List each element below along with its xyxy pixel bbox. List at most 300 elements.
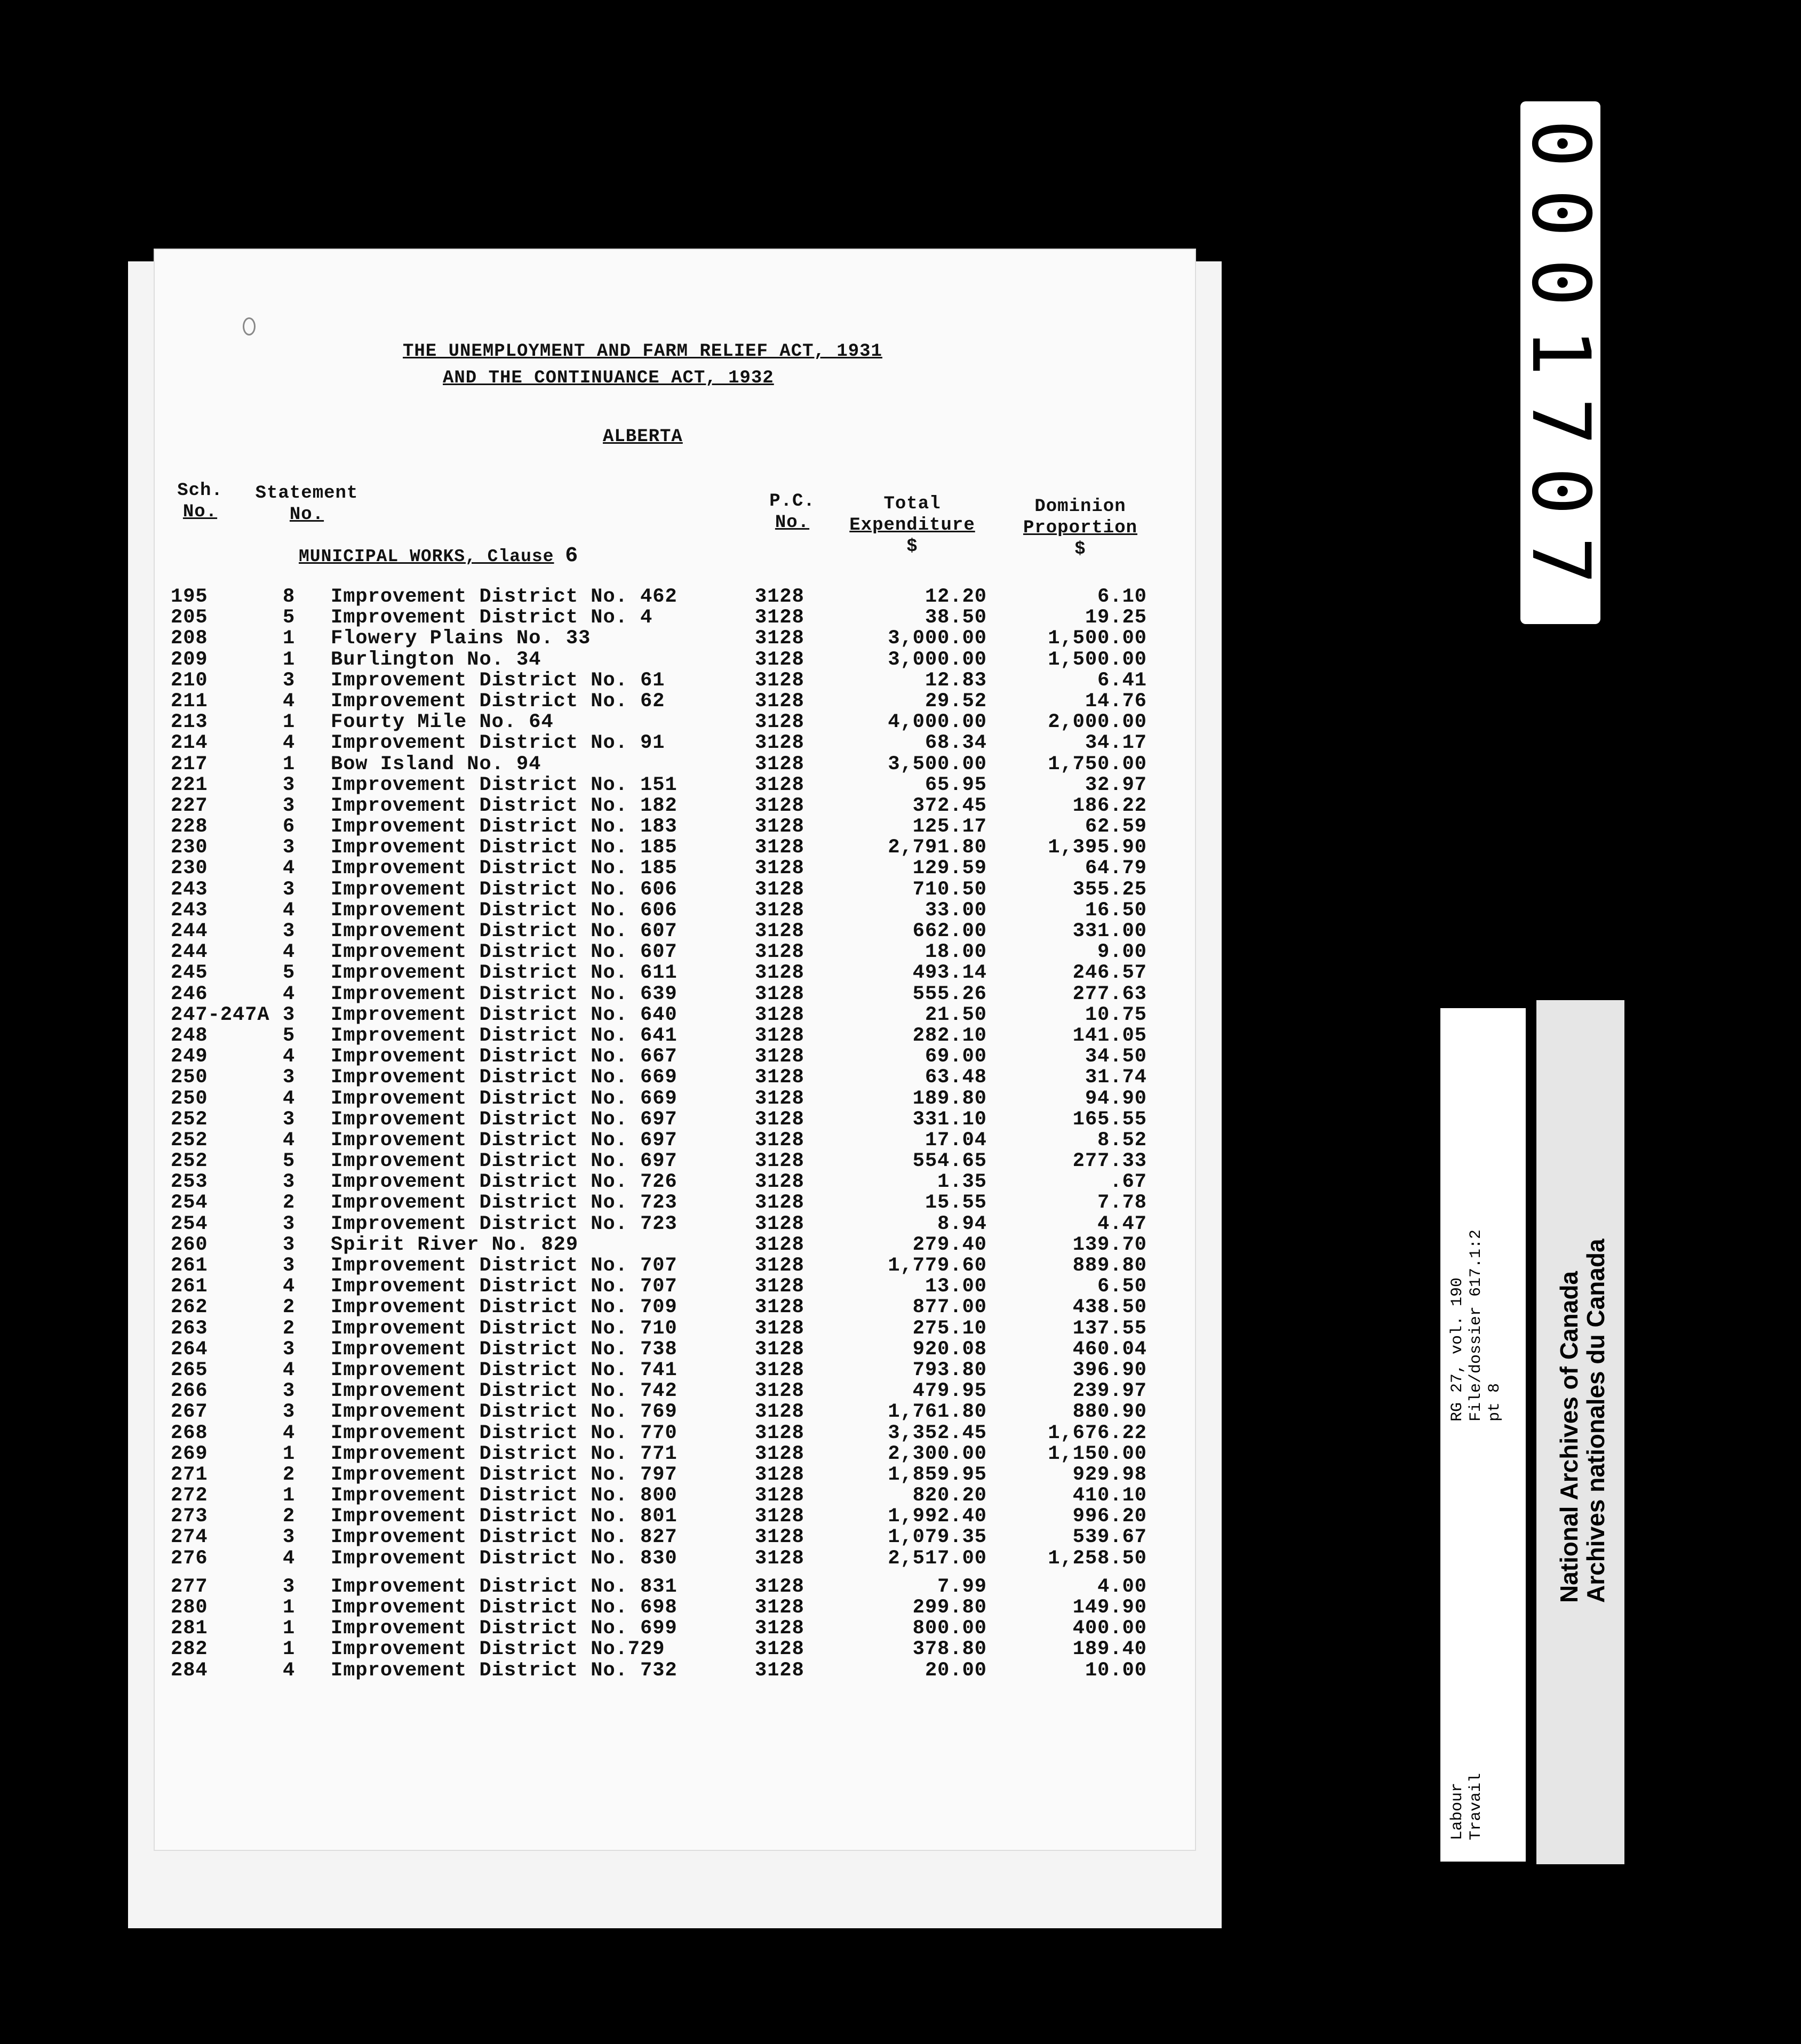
dominion-proportion: 1,258.50 — [1048, 1547, 1147, 1570]
total-expenditure: 1,992.40 — [888, 1505, 987, 1528]
district-name: Improvement District No. 723 — [331, 1212, 678, 1235]
sch-no: 264 — [171, 1338, 208, 1361]
total-expenditure: 189.80 — [912, 1087, 987, 1110]
table-row — [171, 1297, 1174, 1318]
pc-no: 3128 — [755, 1380, 804, 1403]
total-expenditure: 125.17 — [912, 816, 987, 839]
sch-no: 281 — [171, 1617, 208, 1640]
sch-no: 274 — [171, 1526, 208, 1549]
total-expenditure: 18.00 — [925, 941, 987, 964]
statement-no: 1 — [283, 627, 296, 650]
table-row — [171, 880, 1174, 900]
sch-no: 217 — [171, 753, 208, 776]
sch-no: 246 — [171, 983, 208, 1005]
table-row — [171, 1660, 1174, 1681]
statement-no: 5 — [283, 962, 296, 985]
statement-no: 4 — [283, 1659, 296, 1682]
sch-no: 267 — [171, 1401, 208, 1424]
pc-no: 3128 — [755, 1442, 804, 1465]
table-row — [171, 1381, 1174, 1402]
header-pc-no: P.C. No. — [769, 491, 815, 533]
table-row — [171, 1047, 1174, 1067]
total-expenditure: 68.34 — [925, 732, 987, 755]
total-expenditure: 372.45 — [912, 794, 987, 817]
pc-no: 3128 — [755, 920, 804, 943]
statement-no: 1 — [283, 1638, 296, 1661]
statement-no: 3 — [283, 1575, 296, 1598]
pc-no: 3128 — [755, 941, 804, 964]
table-row — [171, 1444, 1174, 1465]
total-expenditure: 378.80 — [912, 1638, 987, 1661]
dominion-proportion: 889.80 — [1072, 1255, 1147, 1277]
district-name: Improvement District No. 831 — [331, 1575, 678, 1598]
statement-no: 3 — [283, 773, 296, 796]
district-name: Improvement District No. 710 — [331, 1317, 678, 1340]
total-expenditure: 4,000.00 — [888, 711, 987, 734]
table-row — [171, 1465, 1174, 1486]
total-expenditure: 299.80 — [912, 1596, 987, 1619]
statement-no: 3 — [283, 1255, 296, 1277]
statement-no: 1 — [283, 1484, 296, 1507]
sch-no: 208 — [171, 627, 208, 650]
pc-no: 3128 — [755, 1463, 804, 1486]
sch-no: 250 — [171, 1087, 208, 1110]
total-expenditure: 69.00 — [925, 1045, 987, 1068]
sch-no: 253 — [171, 1171, 208, 1194]
pc-no: 3128 — [755, 753, 804, 776]
dominion-proportion: 929.98 — [1072, 1463, 1147, 1486]
sch-no: 210 — [171, 669, 208, 692]
statement-no: 3 — [283, 920, 296, 943]
pc-no: 3128 — [755, 1317, 804, 1340]
pc-no: 3128 — [755, 669, 804, 692]
dominion-proportion: 2,000.00 — [1048, 711, 1147, 734]
dominion-proportion: 396.90 — [1072, 1359, 1147, 1382]
pc-no: 3128 — [755, 690, 804, 713]
pc-no: 3128 — [755, 606, 804, 629]
table-row — [171, 837, 1174, 858]
pc-no: 3128 — [755, 627, 804, 650]
table-row — [171, 733, 1174, 754]
table-row — [171, 1172, 1174, 1193]
table-row — [171, 1319, 1174, 1339]
dominion-proportion: 1,500.00 — [1048, 627, 1147, 650]
table-row — [171, 1548, 1174, 1569]
table-row — [171, 650, 1174, 670]
sch-no: 243 — [171, 899, 208, 922]
pc-no: 3128 — [755, 1547, 804, 1570]
statement-no: 4 — [283, 983, 296, 1005]
district-name: Improvement District No. 770 — [331, 1422, 678, 1444]
statement-no: 2 — [283, 1192, 296, 1215]
total-expenditure: 1,079.35 — [888, 1526, 987, 1549]
dominion-proportion: 186.22 — [1072, 794, 1147, 817]
district-name: Fourty Mile No. 64 — [331, 711, 554, 734]
sch-no: 245 — [171, 962, 208, 985]
statement-no: 6 — [283, 816, 296, 839]
table-row — [171, 1618, 1174, 1639]
dominion-proportion: 19.25 — [1085, 606, 1147, 629]
province-heading: ALBERTA — [603, 427, 683, 447]
dominion-proportion: 331.00 — [1072, 920, 1147, 943]
dominion-proportion: 10.00 — [1085, 1659, 1147, 1682]
ref-line-2: File/dossier 617.1:2 — [1467, 1229, 1485, 1422]
dominion-proportion: 6.10 — [1097, 586, 1147, 608]
pc-no: 3128 — [755, 794, 804, 817]
district-name: Improvement District No. 723 — [331, 1192, 678, 1215]
dominion-proportion: 137.55 — [1072, 1317, 1147, 1340]
table-row — [171, 963, 1174, 984]
dominion-proportion: 14.76 — [1085, 690, 1147, 713]
statement-no: 3 — [283, 1108, 296, 1131]
punch-hole — [243, 317, 256, 336]
statement-no: 2 — [283, 1296, 296, 1319]
district-name: Improvement District No. 61 — [331, 669, 665, 692]
table-row — [171, 796, 1174, 817]
dominion-proportion: 6.50 — [1097, 1275, 1147, 1298]
statement-no: 4 — [283, 732, 296, 755]
statement-no: 5 — [283, 1150, 296, 1173]
table-row — [171, 1486, 1174, 1506]
district-name: Improvement District No. 697 — [331, 1108, 678, 1131]
dominion-proportion: 4.00 — [1097, 1575, 1147, 1598]
pc-no: 3128 — [755, 1359, 804, 1382]
sch-no: 282 — [171, 1638, 208, 1661]
total-expenditure: 13.00 — [925, 1275, 987, 1298]
table-row — [171, 1577, 1174, 1598]
dominion-proportion: 149.90 — [1072, 1596, 1147, 1619]
total-expenditure: 554.65 — [912, 1150, 987, 1173]
district-name: Improvement District No. 827 — [331, 1526, 678, 1549]
document-title-line1: THE UNEMPLOYMENT AND FARM RELIEF ACT, 1931 — [403, 341, 882, 362]
district-name: Improvement District No. 697 — [331, 1129, 678, 1152]
dominion-proportion: 94.90 — [1085, 1087, 1147, 1110]
district-name: Improvement District No. 185 — [331, 857, 678, 880]
statement-no: 3 — [283, 1401, 296, 1424]
archives-name-en: National Archives of Canada — [1555, 1271, 1583, 1603]
statement-no: 3 — [283, 836, 296, 859]
table-row — [171, 942, 1174, 963]
district-name: Improvement District No. 797 — [331, 1463, 678, 1486]
sch-no: 254 — [171, 1212, 208, 1235]
statement-no: 3 — [283, 1380, 296, 1403]
district-name: Improvement District No. 726 — [331, 1171, 678, 1194]
table-row — [171, 1256, 1174, 1276]
total-expenditure: 17.04 — [925, 1129, 987, 1152]
dominion-proportion: 64.79 — [1085, 857, 1147, 880]
sch-no: 271 — [171, 1463, 208, 1486]
table-row — [171, 1339, 1174, 1360]
dominion-proportion: 1,750.00 — [1048, 753, 1147, 776]
dept-line-1: Labour — [1448, 1782, 1467, 1840]
dominion-proportion: 400.00 — [1072, 1617, 1147, 1640]
pc-no: 3128 — [755, 773, 804, 796]
total-expenditure: 2,791.80 — [888, 836, 987, 859]
pc-no: 3128 — [755, 899, 804, 922]
pc-no: 3128 — [755, 878, 804, 901]
statement-no: 4 — [283, 690, 296, 713]
total-expenditure: 129.59 — [912, 857, 987, 880]
table-row — [171, 921, 1174, 942]
expenditure-table — [171, 587, 1174, 1681]
table-row — [171, 754, 1174, 775]
table-row — [171, 1639, 1174, 1660]
total-expenditure: 1,779.60 — [888, 1255, 987, 1277]
dominion-proportion: 410.10 — [1072, 1484, 1147, 1507]
total-expenditure: 793.80 — [912, 1359, 987, 1382]
sch-no: 272 — [171, 1484, 208, 1507]
pc-no: 3128 — [755, 711, 804, 734]
statement-no: 3 — [283, 1003, 296, 1026]
pc-no: 3128 — [755, 983, 804, 1005]
total-expenditure: 800.00 — [912, 1617, 987, 1640]
district-name: Improvement District No. 607 — [331, 941, 678, 964]
total-expenditure: 820.20 — [912, 1484, 987, 1507]
dominion-proportion: 1,500.00 — [1048, 648, 1147, 671]
sch-no: 221 — [171, 773, 208, 796]
pc-no: 3128 — [755, 1505, 804, 1528]
pc-no: 3128 — [755, 1422, 804, 1444]
total-expenditure: 279.40 — [912, 1233, 987, 1256]
dominion-proportion: 7.78 — [1097, 1192, 1147, 1215]
table-row — [171, 1276, 1174, 1297]
dominion-proportion: 139.70 — [1072, 1233, 1147, 1256]
sch-no: 268 — [171, 1422, 208, 1444]
total-expenditure: 3,000.00 — [888, 627, 987, 650]
table-row — [171, 670, 1174, 691]
table-row — [171, 1109, 1174, 1130]
pc-no: 3128 — [755, 586, 804, 608]
district-name: Improvement District No. 183 — [331, 816, 678, 839]
table-row — [171, 858, 1174, 879]
sch-no: 269 — [171, 1442, 208, 1465]
total-expenditure: 8.94 — [937, 1212, 987, 1235]
dominion-proportion: 10.75 — [1085, 1003, 1147, 1026]
pc-no: 3128 — [755, 1401, 804, 1424]
statement-no: 4 — [283, 1422, 296, 1444]
sch-no: 195 — [171, 586, 208, 608]
table-row — [171, 1089, 1174, 1109]
statement-no: 4 — [283, 899, 296, 922]
statement-no: 4 — [283, 1275, 296, 1298]
district-name: Improvement District No. 801 — [331, 1505, 678, 1528]
district-name: Improvement District No. 669 — [331, 1066, 678, 1089]
sch-no: 230 — [171, 857, 208, 880]
table-row — [171, 900, 1174, 921]
sch-no: 252 — [171, 1150, 208, 1173]
sch-no: 273 — [171, 1505, 208, 1528]
statement-no: 3 — [283, 669, 296, 692]
dominion-proportion: 34.17 — [1085, 732, 1147, 755]
district-name: Improvement District No.729 — [331, 1638, 665, 1661]
total-expenditure: 493.14 — [912, 962, 987, 985]
sch-no: 227 — [171, 794, 208, 817]
statement-no: 3 — [283, 1171, 296, 1194]
statement-no: 2 — [283, 1505, 296, 1528]
dominion-proportion: 355.25 — [1072, 878, 1147, 901]
pc-no: 3128 — [755, 648, 804, 671]
district-name: Improvement District No. 667 — [331, 1045, 678, 1068]
total-expenditure: 29.52 — [925, 690, 987, 713]
pc-no: 3128 — [755, 1024, 804, 1047]
statement-no: 3 — [283, 1212, 296, 1235]
pc-no: 3128 — [755, 1255, 804, 1277]
total-expenditure: 21.50 — [925, 1003, 987, 1026]
pc-no: 3128 — [755, 1003, 804, 1026]
statement-no: 2 — [283, 1317, 296, 1340]
table-row — [171, 1005, 1174, 1026]
district-name: Spirit River No. 829 — [331, 1233, 579, 1256]
district-name: Improvement District No. 185 — [331, 836, 678, 859]
district-name: Improvement District No. 738 — [331, 1338, 678, 1361]
district-name: Burlington No. 34 — [331, 648, 541, 671]
district-name: Improvement District No. 151 — [331, 773, 678, 796]
ref-line-3: pt 8 — [1486, 1383, 1504, 1422]
dominion-proportion: 438.50 — [1072, 1296, 1147, 1319]
table-row — [171, 1130, 1174, 1151]
total-expenditure: 2,517.00 — [888, 1547, 987, 1570]
pc-no: 3128 — [755, 1484, 804, 1507]
pc-no: 3128 — [755, 1045, 804, 1068]
sch-no: 277 — [171, 1575, 208, 1598]
statement-no: 3 — [283, 1526, 296, 1549]
district-name: Improvement District No. 641 — [331, 1024, 678, 1047]
dominion-proportion: 31.74 — [1085, 1066, 1147, 1089]
total-expenditure: 479.95 — [912, 1380, 987, 1403]
statement-no: 3 — [283, 1066, 296, 1089]
table-row — [171, 712, 1174, 733]
district-name: Improvement District No. 62 — [331, 690, 665, 713]
statement-no: 4 — [283, 941, 296, 964]
pc-no: 3128 — [755, 1596, 804, 1619]
total-expenditure: 331.10 — [912, 1108, 987, 1131]
statement-no: 1 — [283, 1617, 296, 1640]
total-expenditure: 12.20 — [925, 586, 987, 608]
sch-no: 276 — [171, 1547, 208, 1570]
district-name: Improvement District No. 669 — [331, 1087, 678, 1110]
dominion-proportion: 34.50 — [1085, 1045, 1147, 1068]
pc-no: 3128 — [755, 1066, 804, 1089]
sch-no: 261 — [171, 1275, 208, 1298]
district-name: Improvement District No. 800 — [331, 1484, 678, 1507]
sch-no: 209 — [171, 648, 208, 671]
archive-reference-label — [1440, 1008, 1526, 1862]
statement-no: 1 — [283, 1442, 296, 1465]
table-row — [171, 1360, 1174, 1381]
sch-no: 248 — [171, 1024, 208, 1047]
table-row — [171, 608, 1174, 628]
dominion-proportion: 460.04 — [1072, 1338, 1147, 1361]
district-name: Improvement District No. 732 — [331, 1659, 678, 1682]
statement-no: 5 — [283, 606, 296, 629]
total-expenditure: 920.08 — [912, 1338, 987, 1361]
sch-no: 280 — [171, 1596, 208, 1619]
pc-no: 3128 — [755, 1171, 804, 1194]
district-name: Improvement District No. 771 — [331, 1442, 678, 1465]
table-row — [171, 1423, 1174, 1444]
district-name: Bow Island No. 94 — [331, 753, 541, 776]
table-row — [171, 691, 1174, 712]
dominion-proportion: 165.55 — [1072, 1108, 1147, 1131]
sch-no: 211 — [171, 690, 208, 713]
sch-no: 243 — [171, 878, 208, 901]
sch-no: 260 — [171, 1233, 208, 1256]
dominion-proportion: 141.05 — [1072, 1024, 1147, 1047]
dominion-proportion: 996.20 — [1072, 1505, 1147, 1528]
dominion-proportion: 1,676.22 — [1048, 1422, 1147, 1444]
district-name: Improvement District No. 606 — [331, 899, 678, 922]
pc-no: 3128 — [755, 816, 804, 839]
dominion-proportion: 6.41 — [1097, 669, 1147, 692]
total-expenditure: 3,000.00 — [888, 648, 987, 671]
pc-no: 3128 — [755, 1233, 804, 1256]
dept-line-2: Travail — [1467, 1772, 1485, 1840]
dominion-proportion: 539.67 — [1072, 1526, 1147, 1549]
statement-no: 1 — [283, 1596, 296, 1619]
total-expenditure: 1,761.80 — [888, 1401, 987, 1424]
district-name: Improvement District No. 742 — [331, 1380, 678, 1403]
total-expenditure: 3,500.00 — [888, 753, 987, 776]
dominion-proportion: 239.97 — [1072, 1380, 1147, 1403]
header-statement-no: Statement No. — [255, 483, 358, 525]
pc-no: 3128 — [755, 1575, 804, 1598]
table-row — [171, 1598, 1174, 1618]
statement-no: 4 — [283, 857, 296, 880]
sch-no: 247-247A — [171, 1003, 270, 1026]
film-number: 0001707 — [1514, 119, 1607, 606]
total-expenditure: 1,859.95 — [888, 1463, 987, 1486]
pc-no: 3128 — [755, 732, 804, 755]
district-name: Improvement District No. 640 — [331, 1003, 678, 1026]
archives-name-fr: Archives nationales du Canada — [1582, 1239, 1609, 1603]
district-name: Improvement District No. 607 — [331, 920, 678, 943]
statement-no: 1 — [283, 648, 296, 671]
district-name: Improvement District No. 182 — [331, 794, 678, 817]
sch-no: 263 — [171, 1317, 208, 1340]
dominion-proportion: 277.33 — [1072, 1150, 1147, 1173]
table-row — [171, 1235, 1174, 1256]
sch-no: 230 — [171, 836, 208, 859]
statement-no: 1 — [283, 753, 296, 776]
film-number-label — [1514, 101, 1607, 624]
archives-stamp — [1536, 1000, 1624, 1864]
statement-no: 4 — [283, 1129, 296, 1152]
statement-no: 1 — [283, 711, 296, 734]
district-name: Improvement District No. 769 — [331, 1401, 678, 1424]
statement-no: 4 — [283, 1547, 296, 1570]
dominion-proportion: 277.63 — [1072, 983, 1147, 1005]
table-row — [171, 1067, 1174, 1088]
pc-no: 3128 — [755, 1192, 804, 1215]
district-name: Flowery Plains No. 33 — [331, 627, 591, 650]
dominion-proportion: 1,150.00 — [1048, 1442, 1147, 1465]
dominion-proportion: 880.90 — [1072, 1401, 1147, 1424]
district-name: Improvement District No. 639 — [331, 983, 678, 1005]
dominion-proportion: 4.47 — [1097, 1212, 1147, 1235]
dominion-proportion: 8.52 — [1097, 1129, 1147, 1152]
pc-no: 3128 — [755, 1150, 804, 1173]
total-expenditure: 65.95 — [925, 773, 987, 796]
district-name: Improvement District No. 611 — [331, 962, 678, 985]
total-expenditure: 662.00 — [912, 920, 987, 943]
table-row — [171, 1506, 1174, 1527]
district-name: Improvement District No. 91 — [331, 732, 665, 755]
dominion-proportion: 246.57 — [1072, 962, 1147, 985]
pc-no: 3128 — [755, 1617, 804, 1640]
pc-no: 3128 — [755, 962, 804, 985]
pc-no: 3128 — [755, 1129, 804, 1152]
sch-no: 252 — [171, 1129, 208, 1152]
